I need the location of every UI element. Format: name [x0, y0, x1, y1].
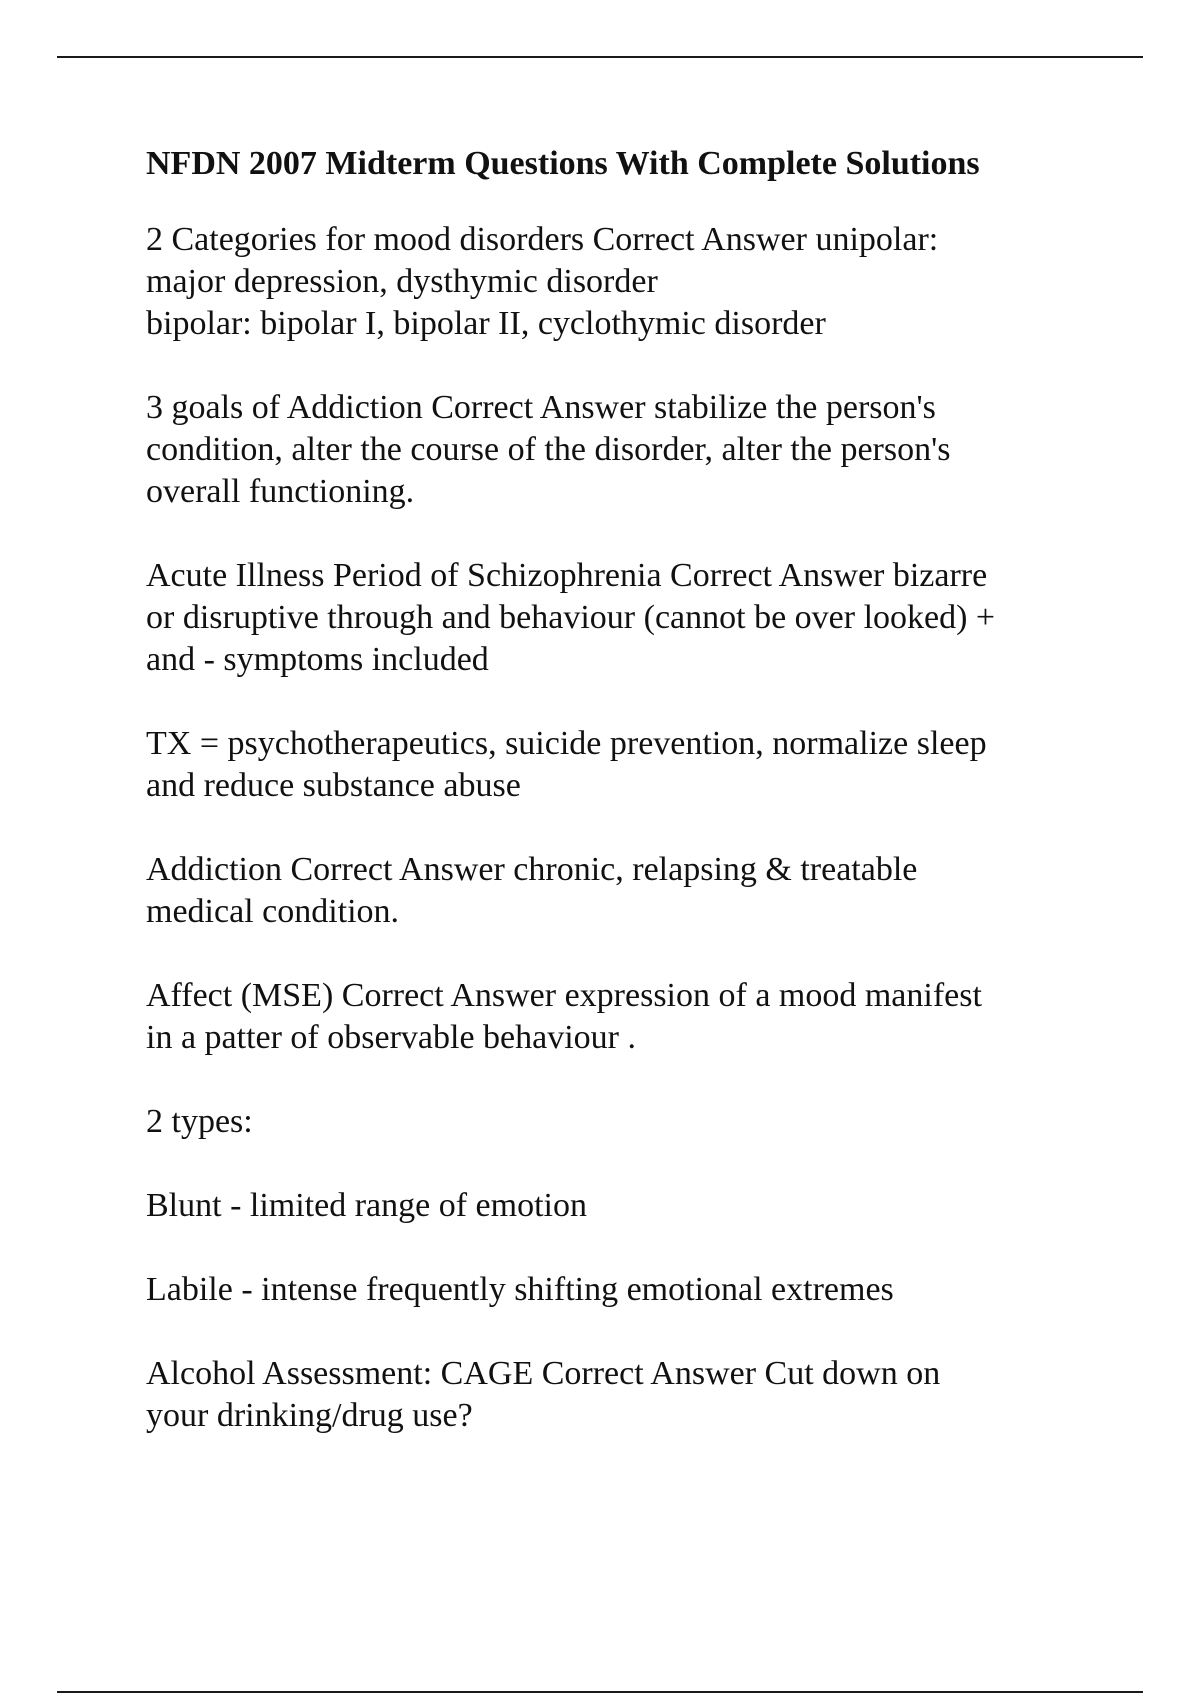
document-body: [146, 143, 1076, 1479]
text-line: medical condition.: [146, 893, 400, 930]
text-line: TX = psychotherapeutics, suicide prevention, normalize sleep: [146, 725, 987, 762]
qa-alcohol-cage: [146, 1353, 1076, 1437]
text-line: overall functioning.: [146, 473, 415, 510]
text-line: Blunt - limited range of emotion: [146, 1187, 587, 1224]
qa-acute-schizophrenia: [146, 555, 1076, 681]
text-line: Labile - intense frequently shifting emotional extremes: [146, 1271, 894, 1308]
text-line: Alcohol Assessment: CAGE Correct Answer Cut down on: [146, 1355, 941, 1392]
treatment-note: [146, 723, 1076, 807]
text-line: Addiction Correct Answer chronic, relapsing & treatable: [146, 851, 918, 888]
text-line: Affect (MSE) Correct Answer expression of a mood manifest: [146, 977, 982, 1014]
text-line: or disruptive through and behaviour (cannot be over looked) +: [146, 599, 996, 636]
header-rule: [57, 56, 1143, 58]
text-line: your drinking/drug use?: [146, 1397, 473, 1434]
text-line: major depression, dysthymic disorder: [146, 263, 658, 300]
footer-rule: [57, 1691, 1143, 1693]
qa-mood-disorder-categories: [146, 219, 1076, 345]
text-line: 3 goals of Addiction Correct Answer stabilize the person's: [146, 389, 936, 426]
text-line: bipolar: bipolar I, bipolar II, cyclothymic disorder: [146, 305, 826, 342]
affect-type-labile: [146, 1269, 1076, 1311]
text-line: and - symptoms included: [146, 641, 489, 678]
qa-addiction: [146, 849, 1076, 933]
text-line: 2 types:: [146, 1103, 253, 1140]
text-line: condition, alter the course of the disorder, alter the person's: [146, 431, 951, 468]
text-line: 2 Categories for mood disorders Correct Answer unipolar:: [146, 221, 939, 258]
qa-addiction-goals: [146, 387, 1076, 513]
text-line: and reduce substance abuse: [146, 767, 521, 804]
text-line: Acute Illness Period of Schizophrenia Correct Answer bizarre: [146, 557, 988, 594]
affect-types-heading: [146, 1101, 1076, 1143]
qa-affect-mse: [146, 975, 1076, 1059]
document-title: NFDN 2007 Midterm Questions With Complete Solutions: [146, 145, 980, 182]
text-line: in a patter of observable behaviour .: [146, 1019, 636, 1056]
affect-type-blunt: [146, 1185, 1076, 1227]
